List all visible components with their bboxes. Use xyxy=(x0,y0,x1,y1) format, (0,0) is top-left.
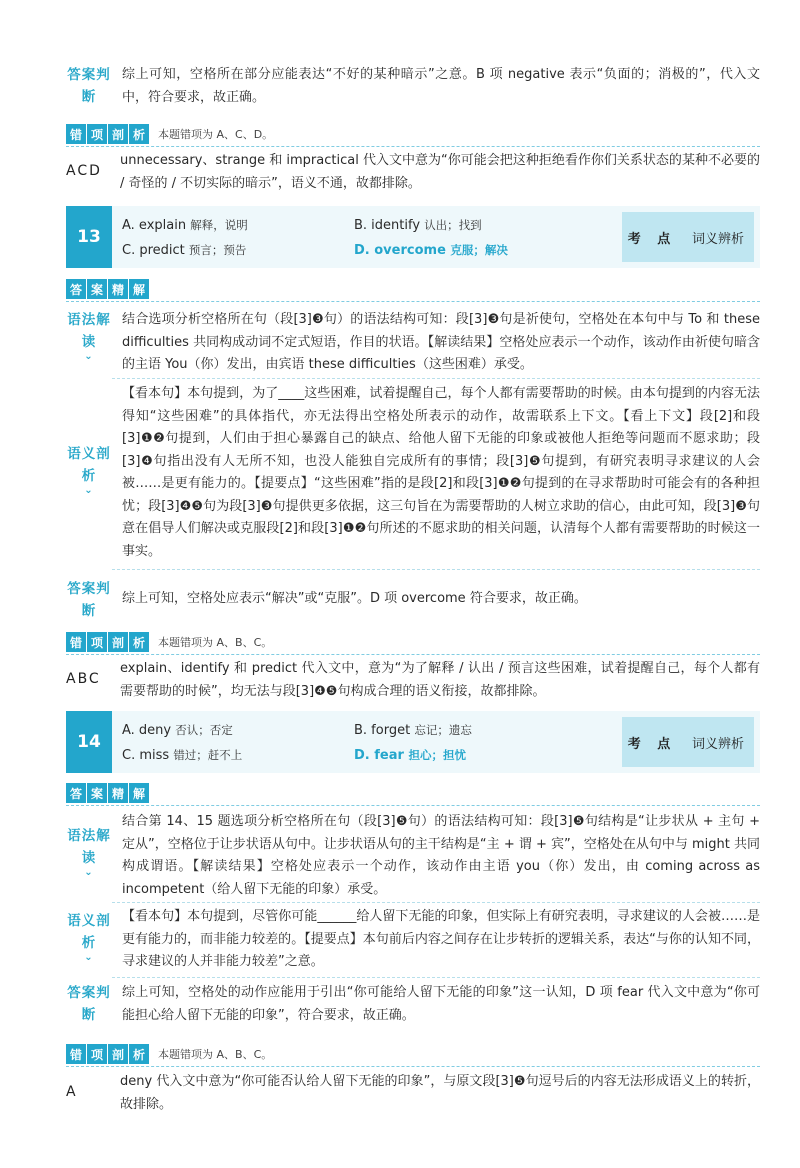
semantic-text: 【看本句】本句提到，尽管你可能______给人留下无能的印象，但实际上有研究表明，寻求建议的人会被……是更有能力的，而非能力较差的。【提要点】本句前后内容之间存在让步转折的逻辑关系，表达“与你的认知不同，寻求建议的人并非能力较差”之意。 xyxy=(122,909,760,969)
kaodian-box: 考 点 词义辨析 xyxy=(622,212,754,262)
divider xyxy=(66,146,760,147)
answer-row-13 xyxy=(66,578,760,622)
option-c: C. miss 错过；赶不上 xyxy=(122,747,243,763)
grammar-text: 结合选项分析空格所在句（段[3]❸句）的语法结构可知：段[3]❸句是祈使句，空格处在本句中与 To 和 these difficulties 共同构成动词不定式短语，作目的状语。【解读结果】空格处应表示一个动作，该动作由祈使句暗含的主语 You（你）发出，由宾语 these difficulties（这些困难）承受。 xyxy=(122,312,760,372)
grammar-tag: 语法解读 ⌄ xyxy=(67,312,111,362)
option-b: B. identify 认出；找到 xyxy=(354,217,482,233)
semantic-text: 【看本句】本句提到，为了____这些困难，试着提醒自己，每个人都有需要帮助的时候。由本句提到的内容无法得知“这些困难”的具体指代，亦无法得出空格处所表示的动作，故需联系上下文。【看上下文】段[2]和段[3]❶❷句提到，人们由于担心暴露自己的缺点、给他人留下无能的印象或被他人拒绝等问题而不愿求助；段[3]❹句指出没有人无所不知，也没人能独自完成所有的事情；段[3]❺句提到，有研究表明寻求建议的人会被……是更有能力的。【提要点】“这些困难”指的是段[2]和段[3]❶❷句提到的在寻求帮助时可能会有的各种担忧；段[3]❹❺句为段[3]❸句提供更多依据，这三句旨在为需要帮助的人树立求助的信心，由此可知，段[3]❸句意在倡导人们解决或克服段[2]和段[3]❶❷句所述的不愿求助的相关问题，认清每个人都有需要帮助的时候这一事实。 xyxy=(122,386,760,559)
divider xyxy=(112,569,760,570)
answer-text: 综上可知，空格处的动作应能用于引出“你可能给人留下无能的印象”这一认知，D 项 fear 代入文中意为“你可能担心给人留下无能的印象”，符合要求，故正确。 xyxy=(122,985,760,1023)
wrong-row-14 xyxy=(66,1071,760,1116)
wrong-analysis-label-13: 错 项 剖 析 本题错项为 A、B、C。 xyxy=(66,632,272,652)
divider xyxy=(66,805,760,806)
precise-label-14: 答 案 精 解 xyxy=(66,783,150,803)
wrong-letters: ABC xyxy=(66,671,101,687)
answer-judge-tag: 答案判断 xyxy=(67,985,111,1023)
semantic-row-13 xyxy=(66,383,760,563)
option-d-answer: D. fear 担心；担忧 xyxy=(354,747,466,763)
answer-judge-row-top xyxy=(66,64,760,109)
option-b: B. forget 忘记；遗忘 xyxy=(354,722,472,738)
divider xyxy=(112,902,760,903)
option-a: A. explain 解释，说明 xyxy=(122,217,248,233)
question-13-box xyxy=(66,206,760,268)
divider xyxy=(112,977,760,978)
options-grid xyxy=(112,206,622,268)
wrong-analysis-label-14: 错 项 剖 析 本题错项为 A、B、C。 xyxy=(66,1044,272,1064)
divider xyxy=(112,378,760,379)
option-a: A. deny 否认；否定 xyxy=(122,722,233,738)
options-grid xyxy=(112,711,622,773)
wrong-note: 本题错项为 A、B、C。 xyxy=(158,636,273,649)
wrong-row-top xyxy=(66,150,760,195)
kaodian-box: 考 点 词义辨析 xyxy=(622,717,754,767)
grammar-tag: 语法解读 ⌄ xyxy=(67,828,111,878)
answer-text: 综上可知，空格处应表示“解决”或“克服”。D 项 overcome 符合要求，故正确。 xyxy=(122,591,587,606)
wrong-letters: ACD xyxy=(66,163,102,179)
question-14-box xyxy=(66,711,760,773)
answer-judge-tag: 答案判断 xyxy=(67,67,111,105)
answer-row-14 xyxy=(66,982,760,1027)
wrong-note: 本题错项为 A、B、C。 xyxy=(158,1048,273,1061)
option-c: C. predict 预言；预告 xyxy=(122,242,247,258)
question-number: 13 xyxy=(66,206,112,268)
wrong-text: unnecessary、strange 和 impractical 代入文中意为“你可能会把这种拒绝看作你们关系状态的某种不必要的 / 奇怪的 / 不切实际的暗示”，语义不通，故都排除。 xyxy=(120,153,760,191)
wrong-row-13 xyxy=(66,658,760,703)
semantic-tag: 语义剖析 ⌄ xyxy=(67,446,111,496)
option-d-answer: D. overcome 克服；解决 xyxy=(354,242,508,258)
divider xyxy=(66,654,760,655)
wrong-letters: A xyxy=(66,1084,78,1100)
question-number: 14 xyxy=(66,711,112,773)
semantic-tag: 语义剖析 ⌄ xyxy=(67,913,111,963)
wrong-text: deny 代入文中意为“你可能否认给人留下无能的印象”，与原文段[3]❺句逗号后的内容无法形成语义上的转折，故排除。 xyxy=(120,1074,760,1112)
wrong-text: explain、identify 和 predict 代入文中，意为“为了解释 / 认出 / 预言这些困难，试着提醒自己，每个人都有需要帮助的时候”，均无法与段[3]❹❺句构成合理的语义衔接，故都排除。 xyxy=(120,661,760,699)
grammar-row-13 xyxy=(66,309,760,377)
wrong-analysis-label-top: 错 项 剖 析 本题错项为 A、C、D。 xyxy=(66,124,273,144)
wrong-note: 本题错项为 A、C、D。 xyxy=(158,128,274,141)
precise-label-13: 答 案 精 解 xyxy=(66,279,150,299)
divider xyxy=(66,1066,760,1067)
divider xyxy=(66,301,760,302)
answer-judge-tag: 答案判断 xyxy=(67,581,111,619)
grammar-row-14 xyxy=(66,811,760,901)
grammar-text: 结合第 14、15 题选项分析空格所在句（段[3]❺句）的语法结构可知：段[3]❺句结构是“让步状从 + 主句 + 定从”，空格位于让步状语从句中。让步状语从句的主干结构是“主 + 谓 + 宾”，空格处在从句中与 might 共同构成谓语。【解读结果】空格处应表示一个动作，该动作由主语 you（你）发出，由 coming across as incompetent（给人留下无能的印象）承受。 xyxy=(122,814,760,897)
semantic-row-14 xyxy=(66,906,760,974)
answer-judge-text: 综上可知，空格所在部分应能表达“不好的某种暗示”之意。B 项 negative 表示“负面的；消极的”，代入文中，符合要求，故正确。 xyxy=(122,67,760,105)
